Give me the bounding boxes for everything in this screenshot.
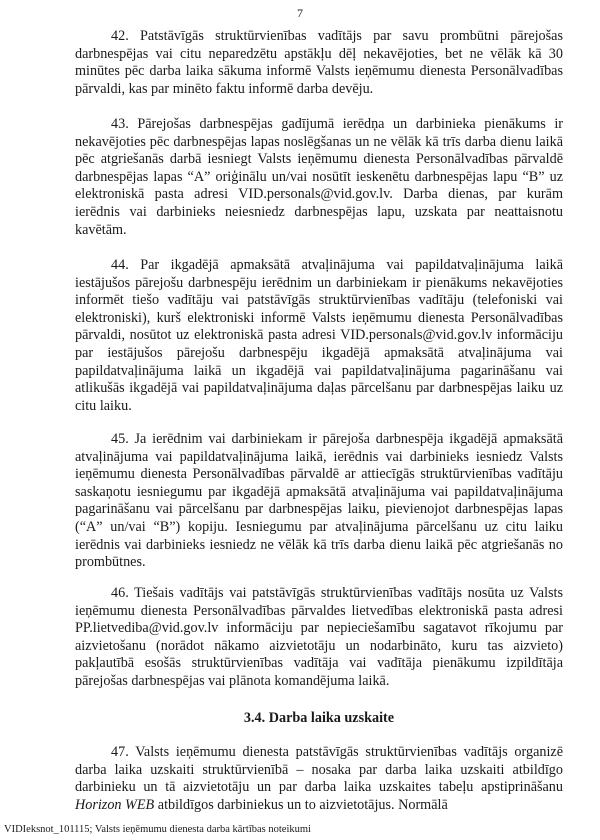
paragraph-text: Tiešais vadītājs vai patstāvīgās struktūrvienības vadītājs nosūta uz Valsts ieņēmumu dienesta Personālvadības pārvaldes lietvedības elektroniskā pasta adresi PP.lietvediba@vid.gov.lv informāciju par nepieciešamību sagatavot rīkojumu par aizvietošanu (norādot nākamo aizvietotāju un nodarbināto, kuru tas aizvieto) pakļautībā esošās struktūrvienības vadītāja vai vadītāja pienākumu izpildītāja pārejošas darbnespējas vai plānota komandējuma laikā. bbox=[75, 585, 563, 689]
paragraph-number: 44. bbox=[111, 257, 129, 273]
paragraph-text: Ja ierēdnim vai darbiniekam ir pārejoša darbnespēja ikgadējā apmaksātā atvaļinājuma vai papildatvaļinājuma laikā, ierēdnis vai darbinieks iesniedz Valsts ieņēmumu dienesta Personālvadības pārvaldē ar attiecīgās struktūrvienības vadītāju saskaņotu iesniegumu par ikgadējā apmaksātā atvaļinājuma vai papildatvaļinājuma pagarināšanu vai pārcelšanu par darbnespējas laiku, pievienojot darbnespējas lapas (“A” un/vai “B”) kopiju. Iesniegumu par atvaļinājuma pārcelšanu uz citu laiku ierēdnis vai darbinieks iesniedz ne vēlāk kā trīs darba dienu laikā pēc atgriešanās no prombūtnes. bbox=[75, 431, 563, 571]
page-number: 7 bbox=[297, 6, 303, 20]
paragraph-number: 46. bbox=[111, 585, 129, 601]
paragraph-45 bbox=[75, 431, 563, 572]
paragraph-text: Valsts ieņēmumu dienesta patstāvīgās struktūrvienības vadītājs organizē darba laika uzskaiti struktūrvienībā – nosaka par darba laika uzskaiti atbildīgo darbinieku un tā aizvietotāju un par darba laika uzskaites tabeļu apstiprināšanu bbox=[75, 744, 564, 796]
paragraph-43 bbox=[75, 116, 563, 239]
paragraph-47 bbox=[75, 744, 563, 814]
document-footer: VIDIeksnot_101115; Valsts ieņēmumu dienesta darba kārtības noteikumi bbox=[4, 824, 311, 835]
paragraph-number: 42. bbox=[111, 28, 129, 44]
section-heading: 3.4. Darba laika uzskaite bbox=[243, 710, 395, 726]
paragraph-42 bbox=[75, 28, 563, 98]
paragraph-text: Patstāvīgās struktūrvienības vadītājs par savu prombūtni pārejošas darbnespējas vai citu neparedzētu apstākļu dēļ nekavējoties, bet ne vēlāk kā 30 minūtes pēc darba laika sākuma informē Valsts ieņēmumu dienesta Personālvadības pārvaldi, kas par minēto faktu informē darba devēju. bbox=[75, 28, 563, 97]
paragraph-text: Pārejošas darbnespējas gadījumā ierēdņa un darbinieka pienākums ir nekavējoties pēc darbnespējas lapas noslēgšanas un ne vēlāk kā trīs darba dienu laikā pēc atgriešanās darbā iesniegt Valsts ieņēmumu dienesta Personālvadības pārvaldē darbnespējas lapas “A” oriģinālu un/vai nosūtīt ieskenētu darbnespējas lapu “B” uz elektroniskā pasta adresi VID.personals@vid.gov.lv. Darba dienas, par kurām ierēdnis vai darbinieks neiesniedz darbnespējas lapu, uzskata par neattaisnotu kavētām. bbox=[75, 116, 564, 238]
paragraph-text: Par ikgadējā apmaksātā atvaļinājuma vai papildatvaļinājuma laikā iestājušos pārejošu darbnespēju ierēdnim un darbiniekam ir pienākums nekavējoties informēt tiešo vadītāju vai patstāvīgās struktūrvienības vadītāju (telefoniski vai elektroniski), kurš elektroniski informē Valsts ieņēmumu dienesta Personālvadības pārvaldi, nosūtot uz elektroniskā pasta adresi VID.personals@vid.gov.lv informāciju par iestājušos pārejošu darbnespēju ikgadējā apmaksātā atvaļinājuma vai papildatvaļinājuma laikā un ikgadējā vai papildatvaļinājuma pagarināšanu vai atlikušās ikgadējā vai papildatvaļinājuma daļas pārcelšanu par darbnespējas laiku uz citu laiku. bbox=[75, 257, 563, 414]
paragraph-text-continued: atbildīgos darbiniekus un to aizvietotājus. Normālā bbox=[154, 796, 448, 813]
paragraph-number: 43. bbox=[111, 116, 129, 132]
horizon-web-term: Horizon WEB bbox=[75, 796, 155, 813]
paragraph-number: 45. bbox=[111, 431, 129, 447]
paragraph-44 bbox=[75, 257, 563, 415]
paragraph-number: 47. bbox=[111, 744, 129, 760]
paragraph-46 bbox=[75, 585, 563, 691]
